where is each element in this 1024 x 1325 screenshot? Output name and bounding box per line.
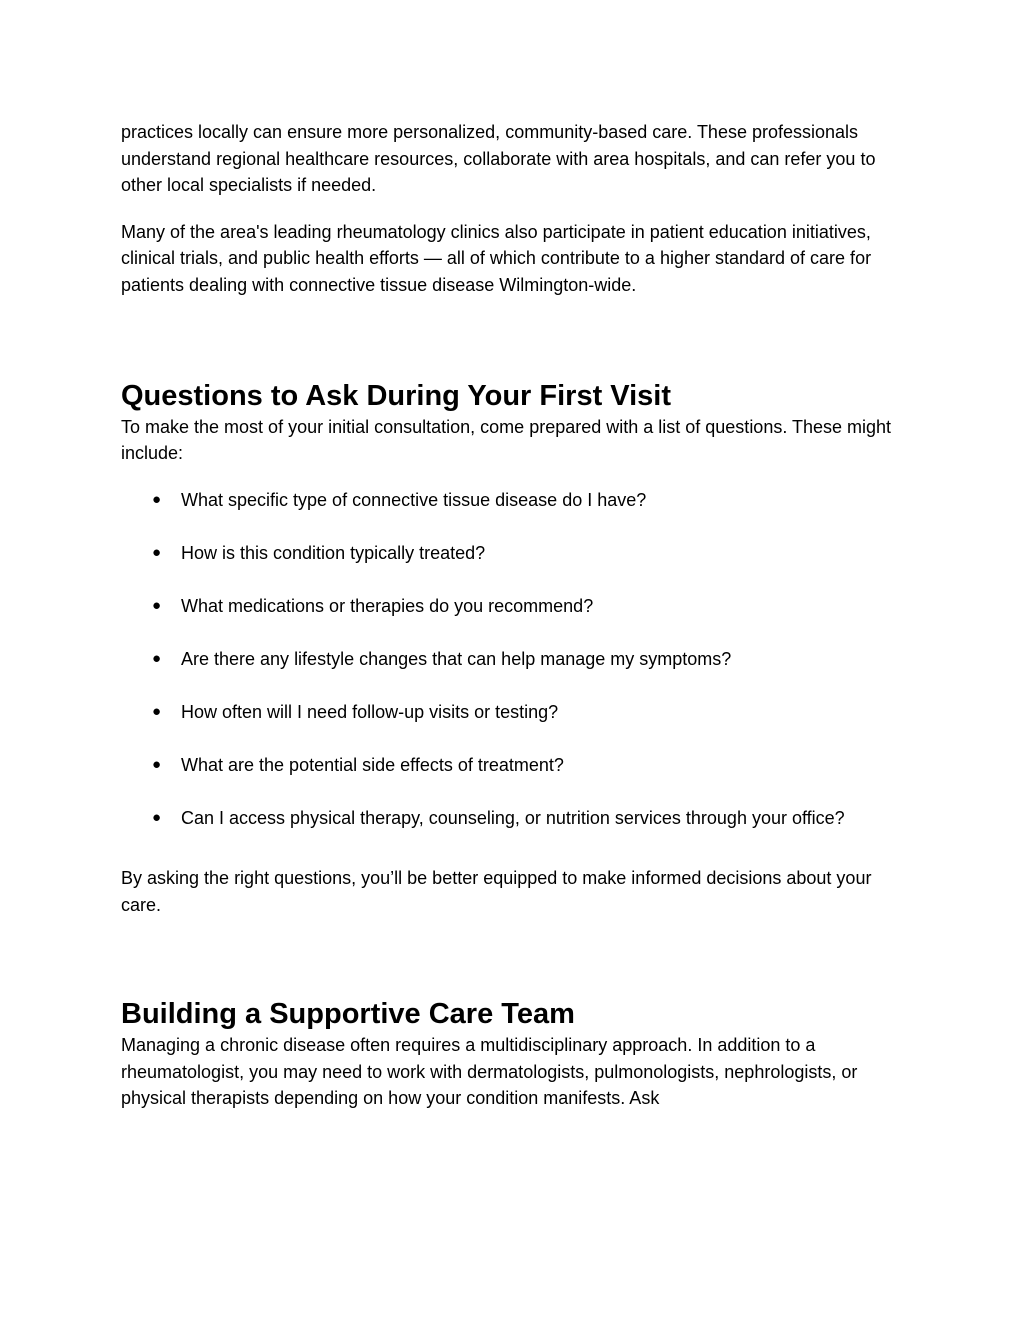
list-item [121,805,911,832]
list-item-text: How often will I need follow-up visits or testing? [181,702,559,723]
bullet-icon: ● [152,543,162,561]
list-item-text: How is this condition typically treated? [181,542,486,563]
document-content [121,119,911,1112]
care-team-paragraph: Managing a chronic disease often requires a multidisciplinary approach. In addition to a rheumatologist, you may need to work with dermatologists, pulmonologists, nephrologists, or physical therapists depending on how your condition manifests. Ask [121,1035,858,1109]
list-item [121,487,911,514]
list-item [121,752,911,779]
list-item [121,593,911,620]
intro-paragraph-2: Many of the area's leading rheumatology clinics also participate in patient education initiatives, clinical trials, and public health efforts — all of which contribute to a higher standard of care for patients dealing with connective tissue disease Wilmington-wide. [121,221,872,295]
bullet-icon: ● [152,756,162,774]
bullet-icon: ● [152,596,162,614]
questions-intro-paragraph: To make the most of your initial consultation, come prepared with a list of questions. These might include: [121,416,892,464]
list-item-text: What medications or therapies do you recommend? [181,595,594,616]
section-heading-care-team: Building a Supportive Care Team [121,998,575,1031]
list-item [121,699,911,726]
list-item [121,646,911,673]
list-item-text: What specific type of connective tissue disease do I have? [181,489,647,510]
list-item-text: What are the potential side effects of treatment? [181,755,564,776]
bullet-icon: ● [152,809,162,827]
section-heading-questions: Questions to Ask During Your First Visit [121,379,672,412]
question-list [121,487,911,832]
bullet-icon: ● [152,650,162,668]
intro-paragraph-1: practices locally can ensure more personalized, community-based care. These professionals understand regional healthcare resources, collaborate with area hospitals, and can refer you to other local specialists if needed. [121,122,876,196]
list-item-text: Are there any lifestyle changes that can help manage my symptoms? [181,649,732,670]
bullet-icon: ● [152,703,162,721]
questions-closing-paragraph: By asking the right questions, you’ll be better equipped to make informed decisions about your care. [121,867,872,915]
list-item [121,540,911,567]
list-item-text: Can I access physical therapy, counseling, or nutrition services through your office? [181,808,845,829]
bullet-icon: ● [152,490,162,508]
